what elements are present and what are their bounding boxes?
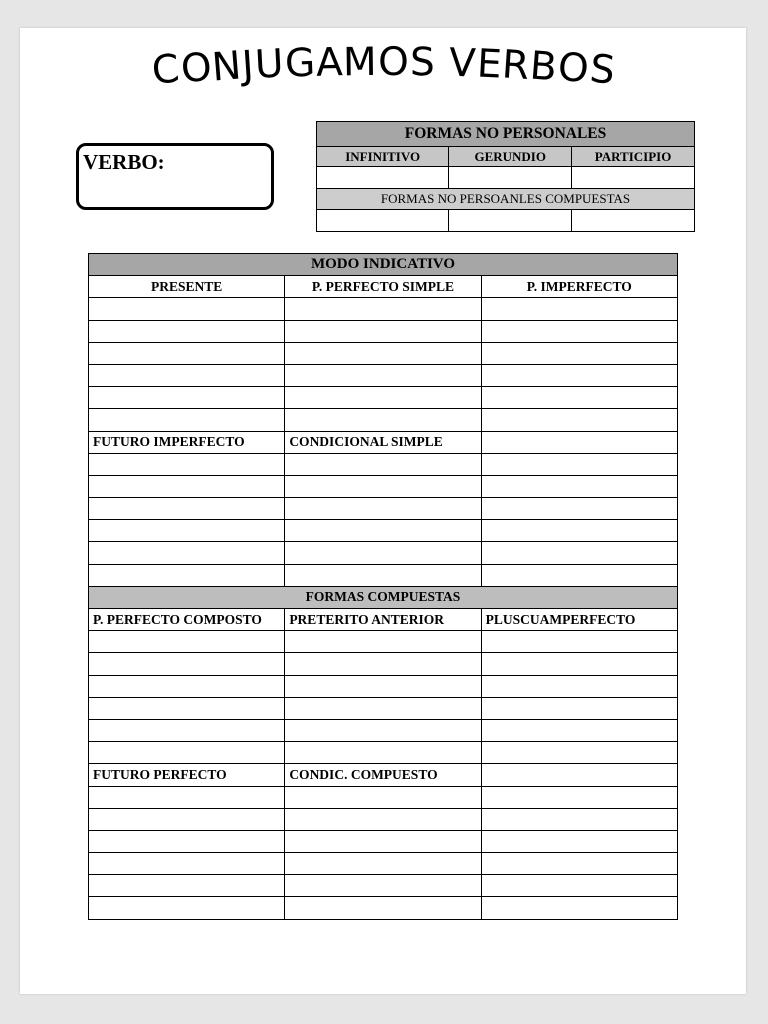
gerundio-compuesto-cell[interactable] [449,210,572,232]
blank-cell[interactable] [89,320,285,342]
blank-cell[interactable] [89,742,285,764]
blank-cell[interactable] [285,830,481,852]
header-perfecto-simple: P. PERFECTO SIMPLE [285,276,481,298]
blank-cell[interactable] [89,808,285,830]
blank-cell[interactable] [285,498,481,520]
blank-cell[interactable] [481,542,677,564]
blank-cell[interactable] [89,697,285,719]
blank-cell[interactable] [89,675,285,697]
blank-cell[interactable] [481,808,677,830]
formas-compuestas-title: FORMAS COMPUESTAS [89,586,678,608]
formas-no-personales-compuestas-title: FORMAS NO PERSOANLES COMPUESTAS [317,189,695,210]
blank-row [89,742,678,764]
blank-cell[interactable] [481,298,677,320]
blank-cell[interactable] [481,853,677,875]
header-condic-compuesto: CONDIC. COMPUESTO [285,764,481,786]
blank-cell[interactable] [89,542,285,564]
blank-cell[interactable] [481,342,677,364]
blank-cell[interactable] [481,387,677,409]
blank-cell[interactable] [285,387,481,409]
blank-row [89,564,678,586]
blank-cell[interactable] [481,675,677,697]
gerundio-cell[interactable] [449,167,572,189]
blank-cell[interactable] [481,520,677,542]
blank-row [89,830,678,852]
blank-cell[interactable] [89,409,285,431]
header-empty [481,764,677,786]
blank-row [89,808,678,830]
blank-cell[interactable] [285,520,481,542]
blank-cell[interactable] [285,298,481,320]
modo-indicativo-title: MODO INDICATIVO [89,254,678,276]
blank-cell[interactable] [285,564,481,586]
infinitivo-cell[interactable] [317,167,449,189]
formas-no-personales-title: FORMAS NO PERSONALES [317,122,695,147]
blank-cell[interactable] [89,830,285,852]
blank-row [89,542,678,564]
header-pluscuamperfecto: PLUSCUAMPERFECTO [481,609,677,631]
blank-row [89,342,678,364]
blank-row [89,387,678,409]
blank-cell[interactable] [89,631,285,653]
blank-row [89,697,678,719]
blank-cell[interactable] [285,475,481,497]
blank-cell[interactable] [89,897,285,919]
blank-cell[interactable] [481,364,677,386]
blank-cell[interactable] [89,453,285,475]
blank-cell[interactable] [89,298,285,320]
blank-cell[interactable] [89,853,285,875]
blank-row [89,409,678,431]
blank-row [89,786,678,808]
blank-cell[interactable] [285,542,481,564]
blank-cell[interactable] [481,653,677,675]
blank-cell[interactable] [481,697,677,719]
blank-cell[interactable] [285,786,481,808]
blank-cell[interactable] [89,875,285,897]
blank-cell[interactable] [89,719,285,741]
blank-cell[interactable] [481,631,677,653]
blank-row [89,298,678,320]
blank-cell[interactable] [89,342,285,364]
blank-cell[interactable] [481,897,677,919]
blank-row [89,675,678,697]
blank-cell[interactable] [285,697,481,719]
header-imperfecto: P. IMPERFECTO [481,276,677,298]
blank-row [89,719,678,741]
blank-cell[interactable] [481,875,677,897]
blank-cell[interactable] [285,875,481,897]
blank-cell[interactable] [285,853,481,875]
blank-row [89,897,678,919]
blank-row [89,875,678,897]
blank-cell[interactable] [285,675,481,697]
header-condicional-simple: CONDICIONAL SIMPLE [285,431,481,453]
blank-cell[interactable] [89,364,285,386]
participio-cell[interactable] [572,167,695,189]
header-perfecto-compuesto: P. PERFECTO COMPOSTO [89,609,285,631]
blank-cell[interactable] [285,364,481,386]
blank-cell[interactable] [481,475,677,497]
blank-row [89,320,678,342]
blank-cell[interactable] [89,498,285,520]
blank-cell[interactable] [285,897,481,919]
blank-cell[interactable] [481,498,677,520]
col-gerundio: GERUNDIO [449,147,572,167]
blank-cell[interactable] [285,342,481,364]
blank-row [89,520,678,542]
blank-cell[interactable] [481,453,677,475]
blank-row [89,853,678,875]
blank-cell[interactable] [89,653,285,675]
blank-row [89,453,678,475]
blank-cell[interactable] [89,564,285,586]
blank-cell[interactable] [481,409,677,431]
col-participio: PARTICIPIO [572,147,695,167]
blank-row [89,653,678,675]
blank-cell[interactable] [481,786,677,808]
blank-cell[interactable] [89,786,285,808]
verbo-label: VERBO: [83,150,165,174]
blank-cell[interactable] [285,808,481,830]
blank-cell[interactable] [89,387,285,409]
blank-cell[interactable] [481,742,677,764]
blank-cell[interactable] [285,653,481,675]
header-futuro-imperfecto: FUTURO IMPERFECTO [89,431,285,453]
blank-cell[interactable] [481,719,677,741]
header-presente: PRESENTE [89,276,285,298]
col-infinitivo: INFINITIVO [317,147,449,167]
modo-indicativo-table [88,253,678,920]
blank-cell[interactable] [285,719,481,741]
blank-cell[interactable] [89,475,285,497]
blank-row [89,364,678,386]
infinitivo-compuesto-cell[interactable] [317,210,449,232]
verbo-box[interactable] [76,143,274,210]
blank-row [89,475,678,497]
blank-cell[interactable] [481,320,677,342]
participio-compuesto-cell[interactable] [572,210,695,232]
blank-cell[interactable] [481,564,677,586]
blank-row [89,498,678,520]
blank-cell[interactable] [285,320,481,342]
header-empty [481,431,677,453]
blank-cell[interactable] [285,742,481,764]
blank-cell[interactable] [285,409,481,431]
page-title [0,39,768,95]
blank-cell[interactable] [89,520,285,542]
header-preterito-anterior: PRETERITO ANTERIOR [285,609,481,631]
blank-cell[interactable] [285,631,481,653]
title-text: CONJUGAMOS VERBOS [150,39,618,95]
blank-cell[interactable] [285,453,481,475]
formas-no-personales-table [316,121,695,232]
blank-row [89,631,678,653]
header-futuro-perfecto: FUTURO PERFECTO [89,764,285,786]
blank-cell[interactable] [481,830,677,852]
